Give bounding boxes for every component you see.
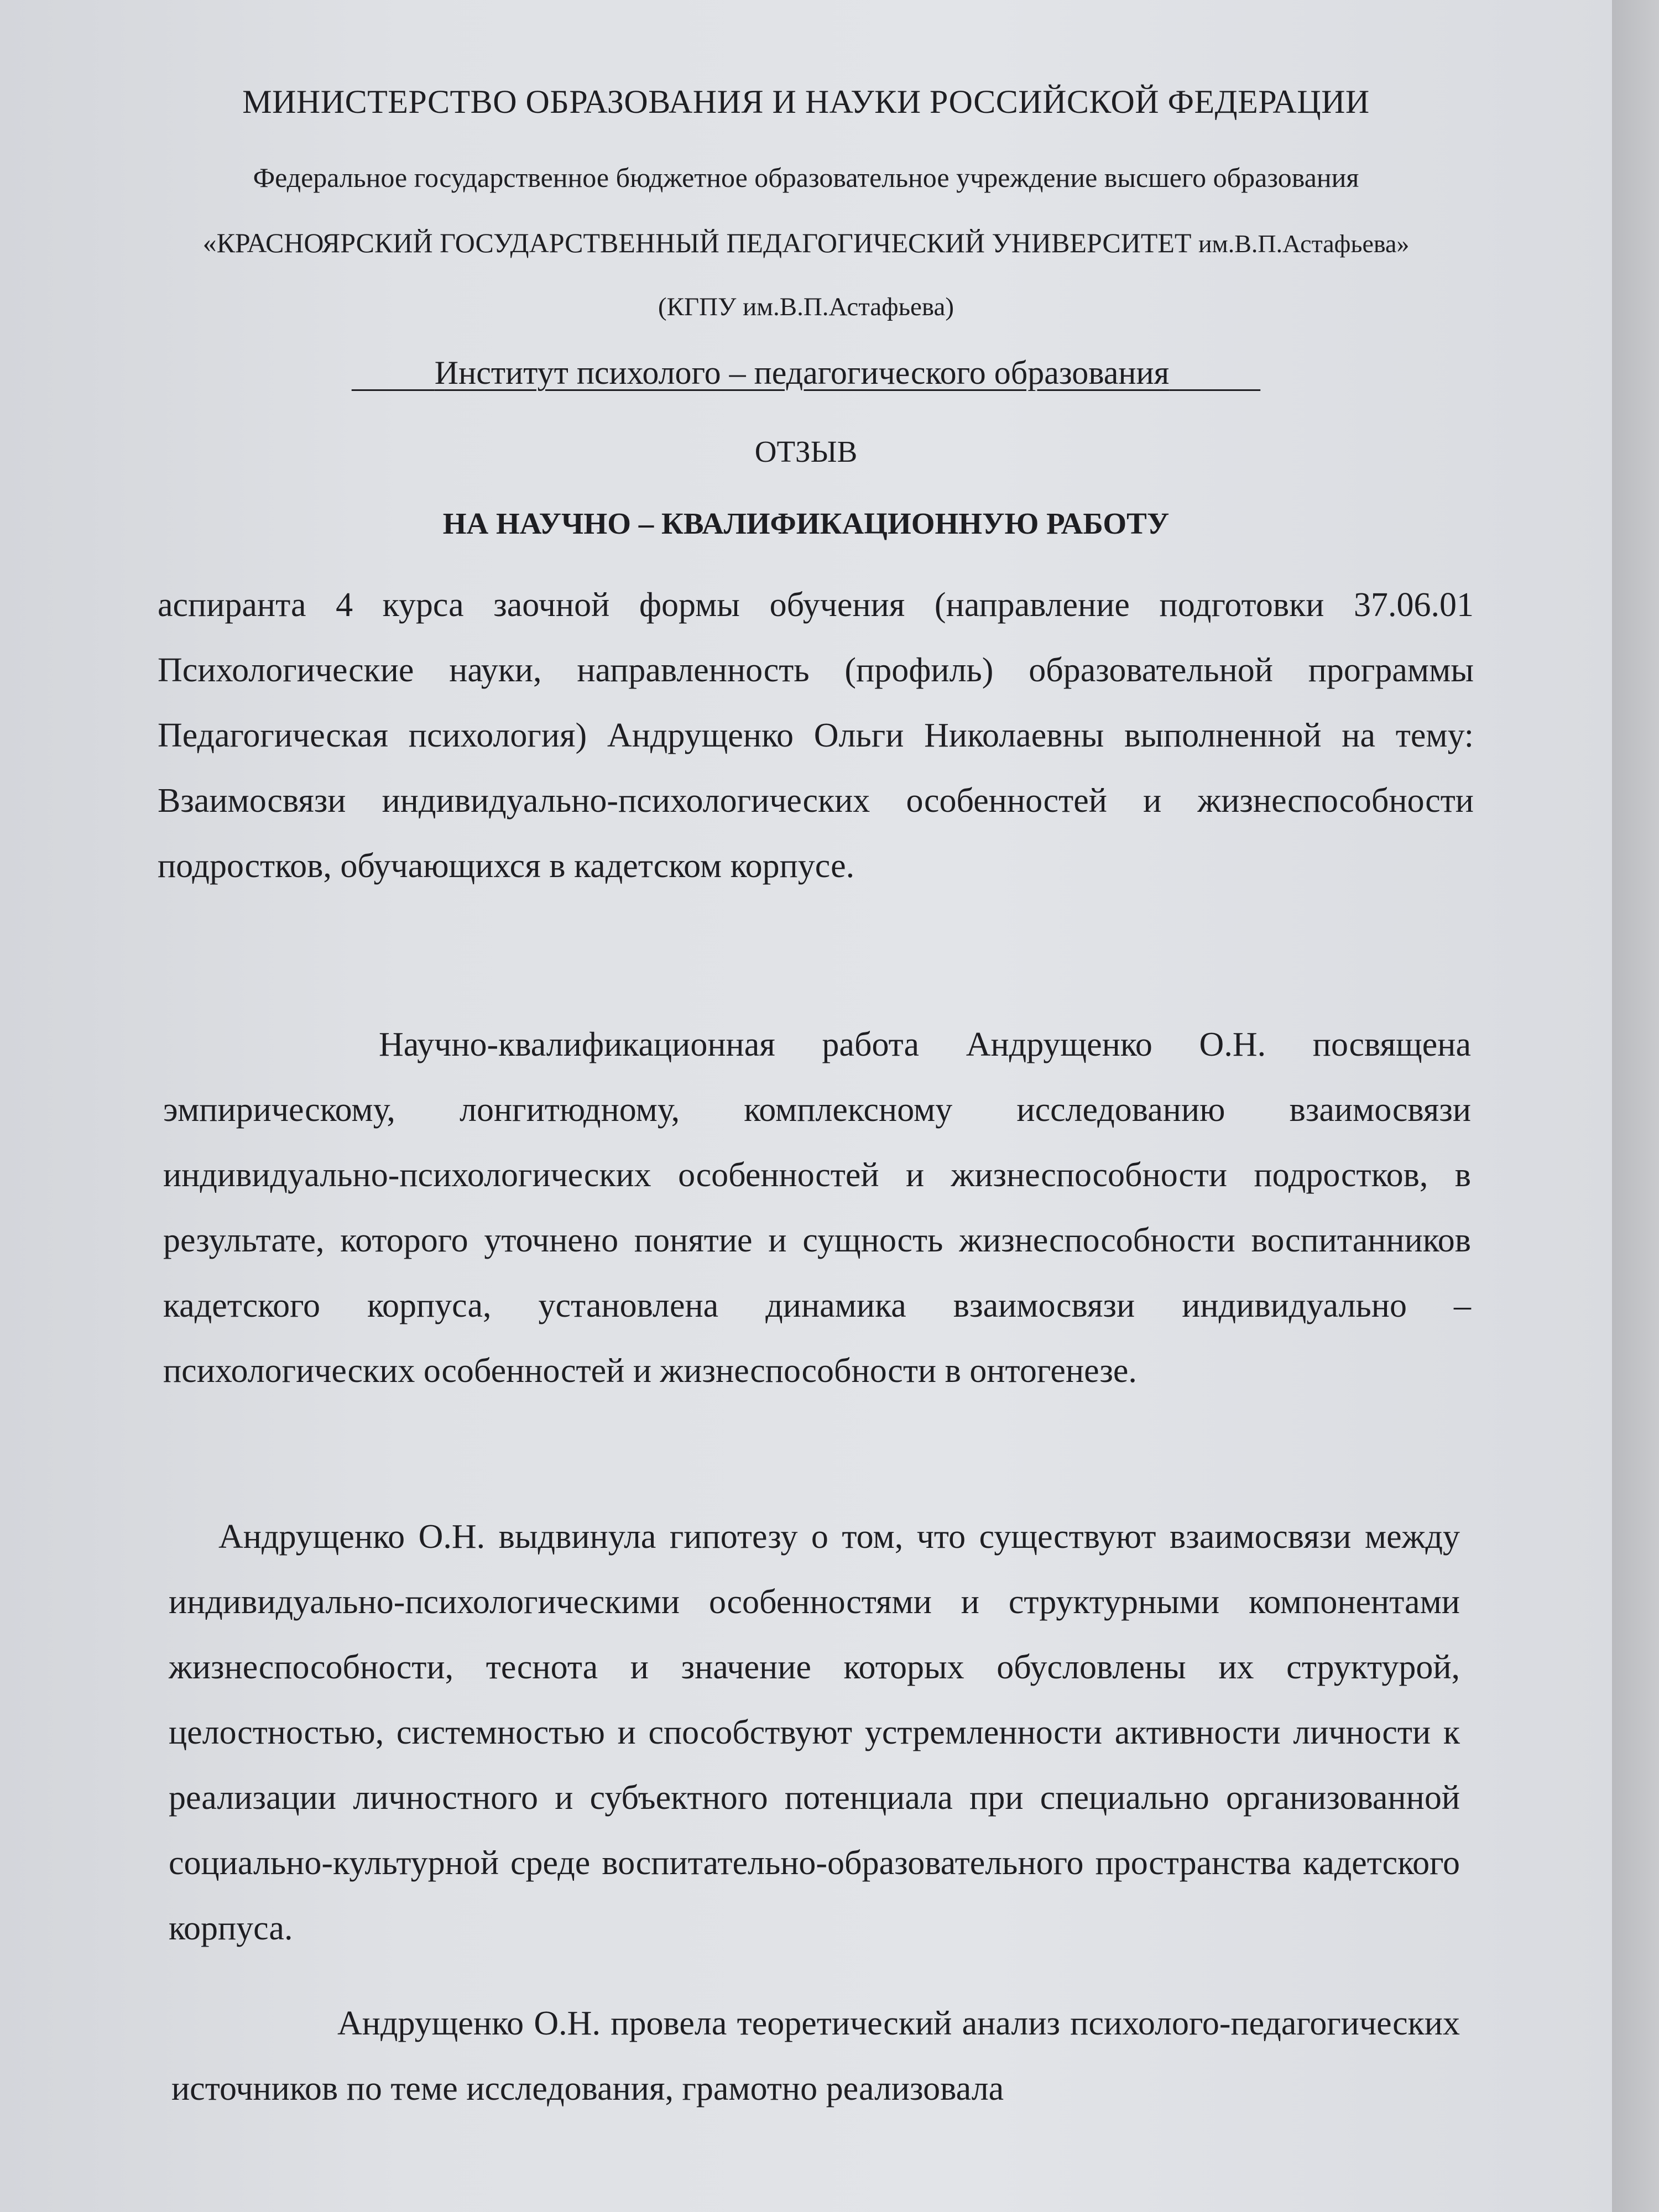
university-name: [0, 227, 1612, 259]
university-name-suffix: им.В.П.Астафьева»: [1198, 229, 1410, 258]
institute-name: Институт психолого – педагогического образования: [434, 354, 1170, 391]
institute-underline-right: [1169, 354, 1260, 391]
university-name-prefix: «КРАСНОЯРСКИЙ ГОСУДАРСТВЕННЫЙ ПЕДАГОГИЧЕСКИЙ УНИВЕРСИТЕТ: [202, 227, 1198, 258]
background-edge: [1612, 0, 1659, 2212]
paragraph-analysis: Андрущенко О.Н. провела теоретический анализ психолого-педагогических источников по теме исследования, грамотно реализовала: [171, 2005, 1460, 2107]
university-abbreviation: (КГПУ им.В.П.Астафьева): [658, 293, 954, 321]
paragraph-hypothesis: Андрущенко О.Н. выдвинула гипотезу о том, что существуют взаимосвязи между индивидуально-психологическими особенностями и структурными компонентами жизнеспособности, теснота и значение которых обусловлены их структурой, целостностью, системностью и способствуют устремленности активности личности к реализации личностного и субъектного потенциала при специально организованной социально-культурной среде воспитательно-образовательного пространства кадетского корпуса.: [169, 1518, 1460, 1947]
review-subject: НА НАУЧНО – КВАЛИФИКАЦИОННУЮ РАБОТУ: [442, 507, 1170, 540]
ministry-heading: МИНИСТЕРСТВО ОБРАЗОВАНИЯ И НАУКИ РОССИЙСКОЙ ФЕДЕРАЦИИ: [242, 84, 1370, 120]
paragraph-research-summary: Научно-квалификационная работа Андрущенко О.Н. посвящена эмпирическому, лонгитюдному, комплексному исследованию взаимосвязи индивидуально-психологических особенностей и жизнеспособности подростков, в результате, которого уточнено понятие и сущность жизнеспособности воспитанников кадетского корпуса, установлена динамика взаимосвязи индивидуально – психологических особенностей и жизнеспособности в онтогенезе.: [163, 1026, 1471, 1390]
institute-line: [0, 354, 1612, 392]
institute-underline-left: [352, 354, 435, 391]
federal-institution-line: Федеральное государственное бюджетное образовательное учреждение высшего образования: [253, 162, 1359, 193]
review-title: ОТЗЫВ: [754, 435, 858, 468]
paragraph-student-info: аспиранта 4 курса заочной формы обучения (направление подготовки 37.06.01 Психологические науки, направленность (профиль) образовательной программы Педагогическая психология) Андрущенко Ольги Николаевны выполненной на тему: Взаимосвязи индивидуально-психологических особенностей и жизнеспособности подростков, обучающихся в кадетском корпусе.: [158, 586, 1474, 885]
